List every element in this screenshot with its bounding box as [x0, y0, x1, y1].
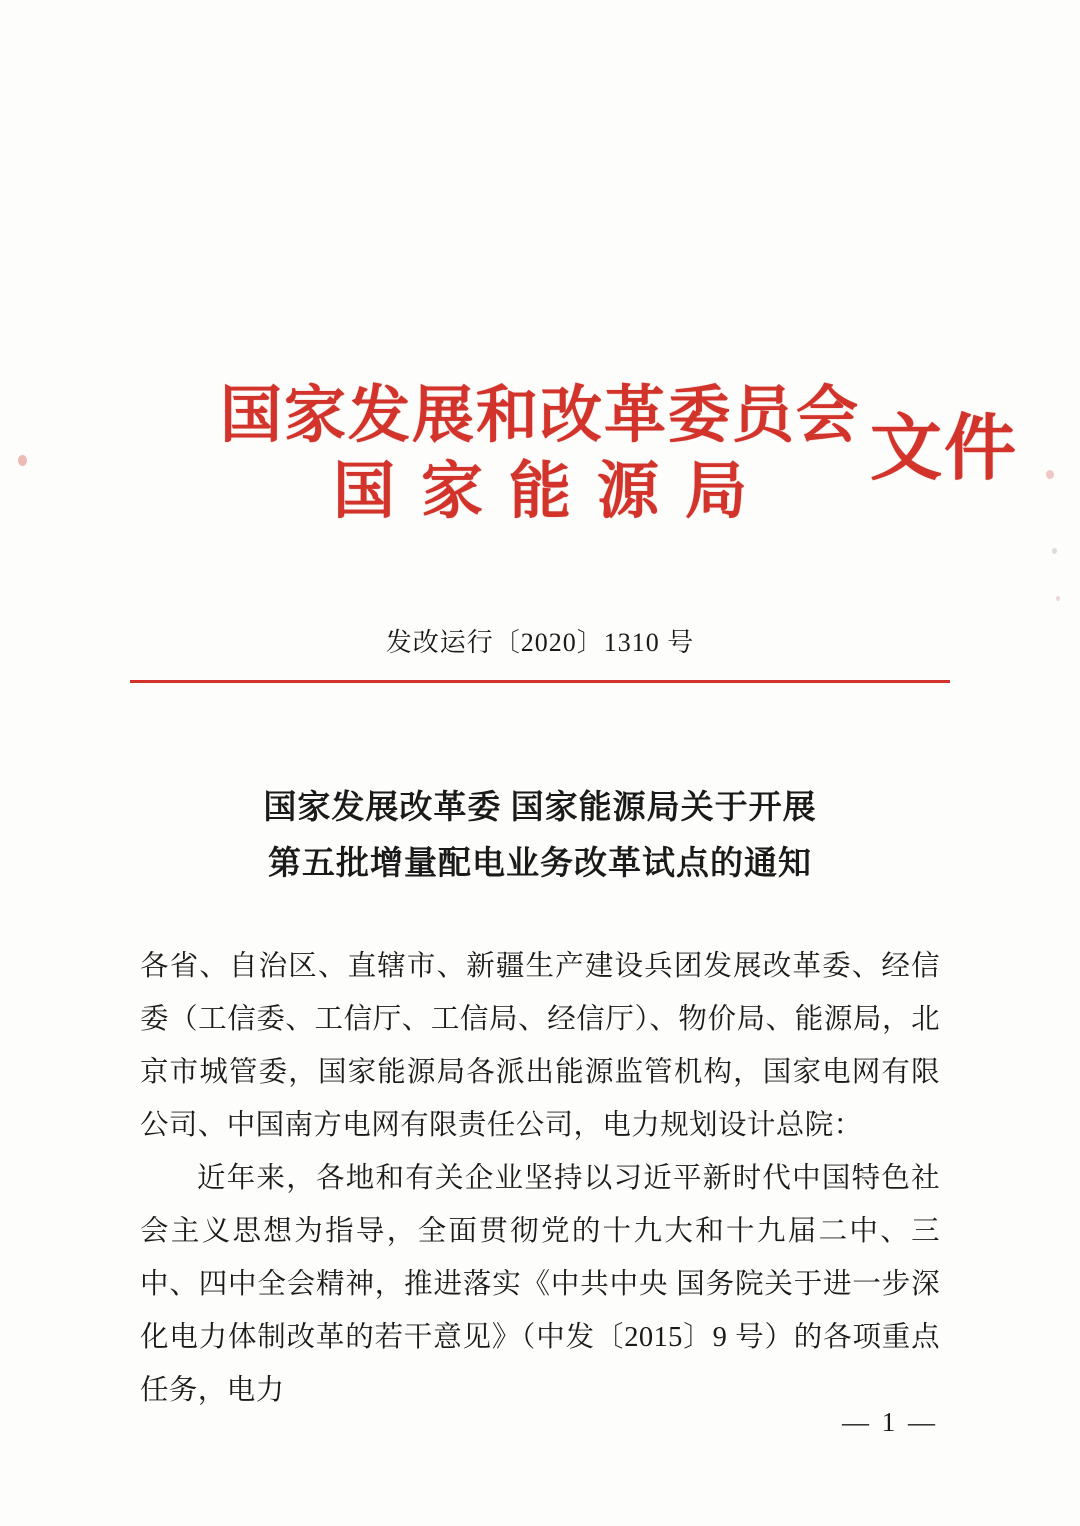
- page-title-line-1: 国家发展改革委 国家能源局关于开展: [263, 790, 817, 826]
- page-folio: — 1 —: [842, 1407, 938, 1437]
- page-title: [150, 780, 930, 892]
- page-title-line-2: 第五批增量配电业务改革试点的通知: [268, 846, 812, 882]
- document-number: 发改运行〔2020〕1310 号: [385, 628, 695, 657]
- scan-speck: [1052, 548, 1057, 554]
- red-separator-rule: [130, 680, 950, 683]
- masthead-rows: [219, 378, 1018, 530]
- body-paragraph-1: 近年来，各地和有关企业坚持以习近平新时代中国特色社会主义思想为指导，全面贯彻党的十九大和十九届二中、三中、四中全会精神，推进落实《中共中央 国务院关于进一步深化电力体制改革的若干意见》（中发〔2015〕9 号）的各项重点任务，电力: [140, 1163, 940, 1406]
- issuing-agency-line-1: 国家发展和改革委员会: [219, 382, 860, 450]
- scan-speck: [1056, 596, 1060, 601]
- document-badge: 文件: [869, 409, 1018, 489]
- issuing-agency-line-2: 国家能源局: [332, 458, 773, 526]
- recipients-paragraph: 各省、自治区、直辖市、新疆生产建设兵团发展改革委、经信委（工信委、工信厅、工信局、经信厅）、物价局、能源局，北京市城管委，国家能源局各派出能源监管机构，国家电网有限公司、中国南方电网有限责任公司，电力规划设计总院：: [140, 951, 940, 1141]
- document-body: [140, 940, 940, 1417]
- masthead: [0, 378, 1080, 530]
